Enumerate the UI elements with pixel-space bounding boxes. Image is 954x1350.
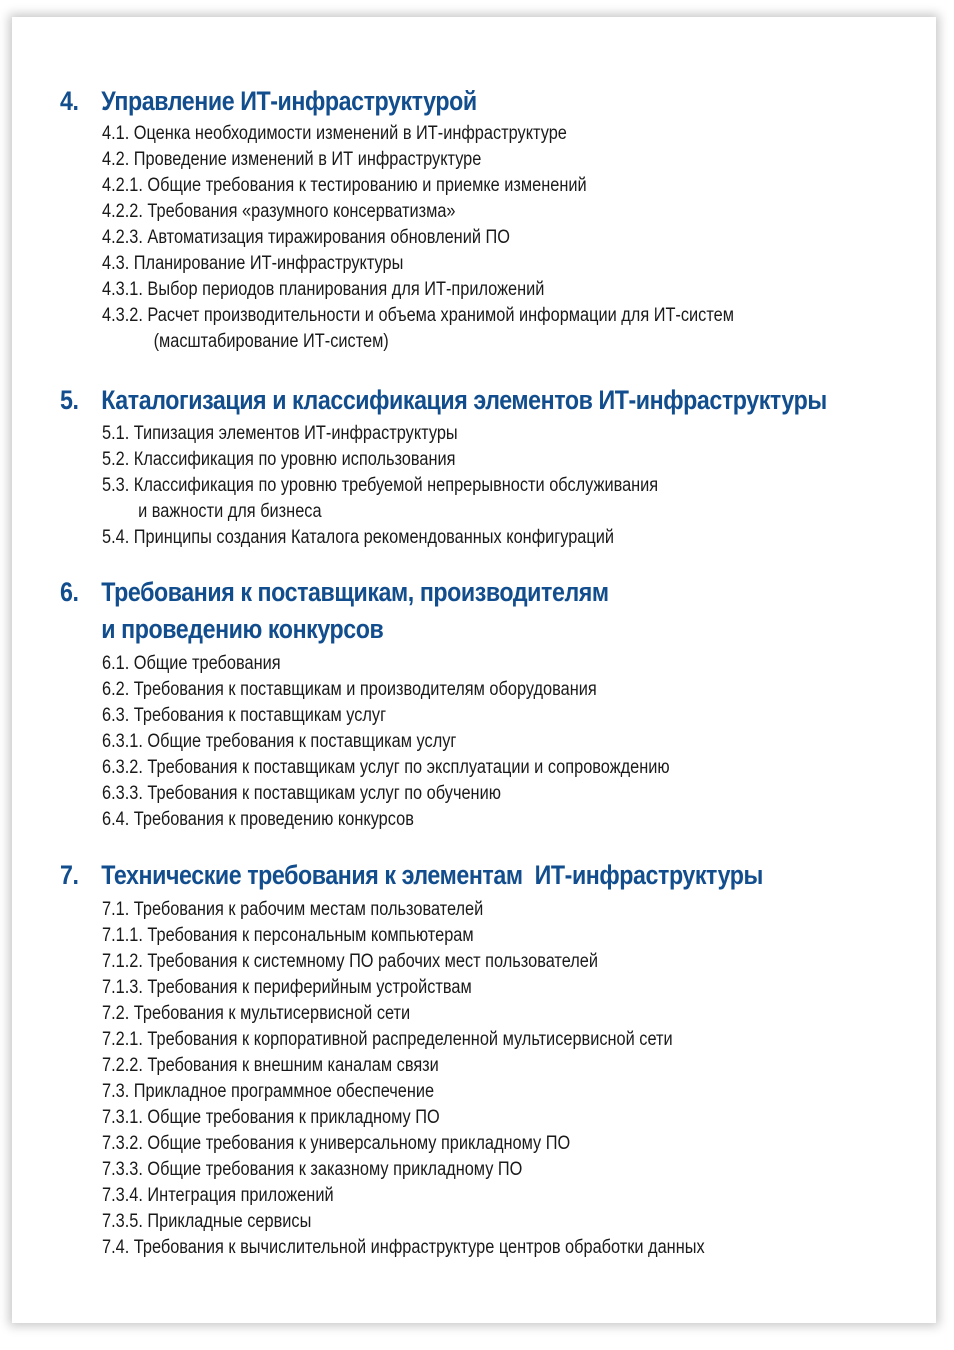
list-item-continuation: и важности для бизнеса xyxy=(138,501,322,522)
list-item: 6.2. Требования к поставщикам и производителям оборудования xyxy=(102,679,597,700)
list-item: 7.2.2. Требования к внешним каналам связи xyxy=(102,1055,439,1076)
list-item: 6.3.2. Требования к поставщикам услуг по эксплуатации и сопровождению xyxy=(102,757,670,778)
list-item: 5.1. Типизация элементов ИТ-инфраструктуры xyxy=(102,423,458,444)
section-items xyxy=(102,897,705,1261)
list-item: 7.3.2. Общие требования к универсальному прикладному ПО xyxy=(102,1133,571,1154)
list-item: 4.2.2. Требования «разумного консерватизма» xyxy=(102,201,456,222)
list-item: 5.4. Принципы создания Каталога рекомендованных конфигураций xyxy=(102,527,615,548)
list-item: 6.4. Требования к проведению конкурсов xyxy=(102,809,414,830)
section-title: Технические требования к элементам ИТ-инфраструктуры xyxy=(101,860,763,890)
section-number: 6. xyxy=(60,577,79,607)
section-title-line: и проведению конкурсов xyxy=(101,614,384,644)
list-item: 6.1. Общие требования xyxy=(102,653,281,674)
list-item: 4.1. Оценка необходимости изменений в ИТ-инфраструктуре xyxy=(102,123,567,144)
list-item: 4.3. Планирование ИТ-инфраструктуры xyxy=(102,253,404,274)
list-item: 7.3.1. Общие требования к прикладному ПО xyxy=(102,1107,440,1128)
section-items xyxy=(102,421,658,551)
list-item: 4.2.1. Общие требования к тестированию и приемке изменений xyxy=(102,175,587,196)
section-title xyxy=(101,574,608,648)
section-title: Каталогизация и классификация элементов ИТ-инфраструктуры xyxy=(101,385,827,415)
list-item: 7.3. Прикладное программное обеспечение xyxy=(102,1081,435,1102)
list-item: 6.3.1. Общие требования к поставщикам услуг xyxy=(102,731,457,752)
list-item: 4.2. Проведение изменений в ИТ инфраструктуре xyxy=(102,149,482,170)
section-number: 5. xyxy=(60,385,79,415)
list-item: 5.2. Классификация по уровню использования xyxy=(102,449,456,470)
list-item: 4.2.3. Автоматизация тиражирования обновлений ПО xyxy=(102,227,510,248)
list-item: 7.1.1. Требования к персональным компьютерам xyxy=(102,925,474,946)
list-item: 5.3. Классификация по уровню требуемой непрерывности обслуживания xyxy=(102,475,659,496)
section-title: Управление ИТ-инфраструктурой xyxy=(101,86,477,116)
section-items xyxy=(102,651,670,833)
section-items xyxy=(102,121,734,355)
section-number: 7. xyxy=(60,860,79,890)
list-item: 7.3.5. Прикладные сервисы xyxy=(102,1211,312,1232)
list-item: 6.3.3. Требования к поставщикам услуг по обучению xyxy=(102,783,501,804)
section-title-line: Требования к поставщикам, производителям xyxy=(101,577,609,607)
document-page xyxy=(12,17,936,1323)
section-number: 4. xyxy=(60,86,79,116)
list-item: 7.3.3. Общие требования к заказному прикладному ПО xyxy=(102,1159,523,1180)
list-item: 7.1. Требования к рабочим местам пользователей xyxy=(102,899,484,920)
list-item-continuation: (масштабирование ИТ-систем) xyxy=(153,331,389,352)
list-item: 7.2.1. Требования к корпоративной распределенной мультисервисной сети xyxy=(102,1029,673,1050)
list-item: 7.3.4. Интеграция приложений xyxy=(102,1185,334,1206)
list-item: 6.3. Требования к поставщикам услуг xyxy=(102,705,387,726)
list-item: 7.1.3. Требования к периферийным устройствам xyxy=(102,977,472,998)
list-item: 7.1.2. Требования к системному ПО рабочих мест пользователей xyxy=(102,951,599,972)
list-item: 7.2. Требования к мультисервисной сети xyxy=(102,1003,411,1024)
list-item: 7.4. Требования к вычислительной инфраструктуре центров обработки данных xyxy=(102,1237,705,1258)
list-item: 4.3.1. Выбор периодов планирования для ИТ-приложений xyxy=(102,279,545,300)
list-item: 4.3.2. Расчет производительности и объема хранимой информации для ИТ-систем xyxy=(102,305,734,326)
